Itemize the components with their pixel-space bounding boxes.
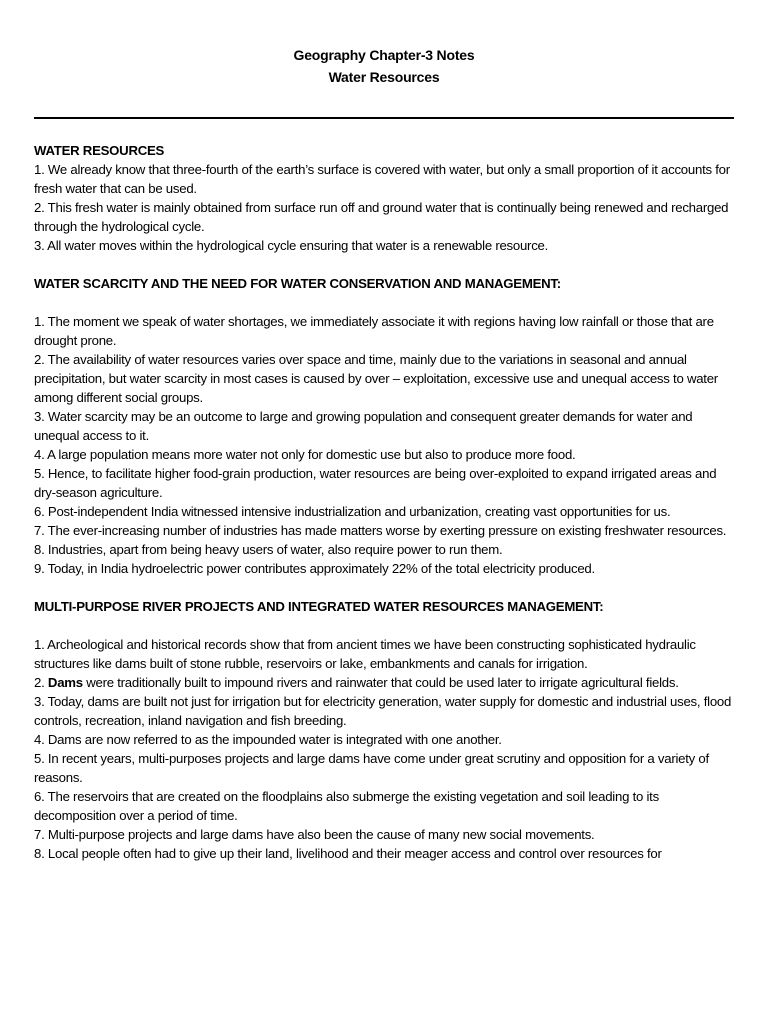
list-item: 1. The moment we speak of water shortages, we immediately associate it with regions having low rainfall or those that are drought prone. bbox=[34, 314, 714, 348]
list-item: 8. Local people often had to give up their land, livelihood and their meager access and control over resources for bbox=[34, 846, 662, 861]
section-water-resources bbox=[34, 141, 734, 255]
document-body bbox=[34, 141, 734, 863]
document-page bbox=[34, 44, 734, 863]
horizontal-rule bbox=[34, 117, 734, 119]
list-item: 3. All water moves within the hydrological cycle ensuring that water is a renewable resource. bbox=[34, 238, 549, 253]
list-item: 5. Hence, to facilitate higher food-grain production, water resources are being over-exploited to expand irrigated areas and dry-season agriculture. bbox=[34, 466, 717, 500]
list-item: 2. The availability of water resources varies over space and time, mainly due to the variations in seasonal and annual precipitation, but water scarcity in most cases is caused by over – exploitation, excessive use and unequal access to water among different social groups. bbox=[34, 352, 718, 405]
list-item: 8. Industries, apart from being heavy users of water, also require power to run them. bbox=[34, 542, 503, 557]
list-item: 3. Water scarcity may be an outcome to large and growing population and consequent greater demands for water and unequal access to it. bbox=[34, 409, 693, 443]
section-multi-purpose-projects bbox=[34, 597, 734, 863]
spacer bbox=[34, 255, 734, 274]
document-title bbox=[34, 44, 734, 88]
list-item: 6. Post-independent India witnessed intensive industrialization and urbanization, creating vast opportunities for us. bbox=[34, 504, 671, 519]
section-heading: MULTI-PURPOSE RIVER PROJECTS AND INTEGRATED WATER RESOURCES MANAGEMENT: bbox=[34, 599, 604, 614]
list-item bbox=[34, 673, 734, 692]
list-item: 1. We already know that three-fourth of the earth’s surface is covered with water, but only a small proportion of it accounts for fresh water that can be used. bbox=[34, 162, 730, 196]
list-item: 6. The reservoirs that are created on the floodplains also submerge the existing vegetation and soil leading to its decomposition over a period of time. bbox=[34, 789, 659, 823]
spacer bbox=[34, 616, 734, 635]
bold-term: Dams bbox=[47, 675, 83, 690]
title-line-2: Water Resources bbox=[328, 69, 440, 85]
list-item: 5. In recent years, multi-purposes projects and large dams have come under great scrutiny and opposition for a variety of reasons. bbox=[34, 751, 709, 785]
list-item-number: 2. bbox=[34, 675, 48, 690]
list-item-text: were traditionally built to impound rivers and rainwater that could be used later to irrigate agricultural fields. bbox=[82, 675, 679, 690]
list-item: 9. Today, in India hydroelectric power contributes approximately 22% of the total electricity produced. bbox=[34, 561, 595, 576]
list-item: 1. Archeological and historical records show that from ancient times we have been constructing sophisticated hydraulic structures like dams built of stone rubble, reservoirs or lake, embankments and canals for irrigation. bbox=[34, 637, 696, 671]
spacer bbox=[34, 578, 734, 597]
section-water-scarcity bbox=[34, 274, 734, 578]
list-item: 7. The ever-increasing number of industries has made matters worse by exerting pressure on existing freshwater resources. bbox=[34, 523, 727, 538]
list-item: 3. Today, dams are built not just for irrigation but for electricity generation, water supply for domestic and industrial uses, flood controls, recreation, inland navigation and fish breeding. bbox=[34, 694, 732, 728]
list-item: 7. Multi-purpose projects and large dams have also been the cause of many new social movements. bbox=[34, 827, 595, 842]
spacer bbox=[34, 293, 734, 312]
section-heading: WATER SCARCITY AND THE NEED FOR WATER CONSERVATION AND MANAGEMENT: bbox=[34, 276, 561, 291]
list-item: 4. A large population means more water not only for domestic use but also to produce more food. bbox=[34, 447, 576, 462]
list-item: 4. Dams are now referred to as the impounded water is integrated with one another. bbox=[34, 732, 502, 747]
section-heading: WATER RESOURCES bbox=[34, 143, 165, 158]
list-item: 2. This fresh water is mainly obtained from surface run off and ground water that is continually being renewed and recharged through the hydrological cycle. bbox=[34, 200, 729, 234]
title-line-1: Geography Chapter-3 Notes bbox=[293, 47, 475, 63]
